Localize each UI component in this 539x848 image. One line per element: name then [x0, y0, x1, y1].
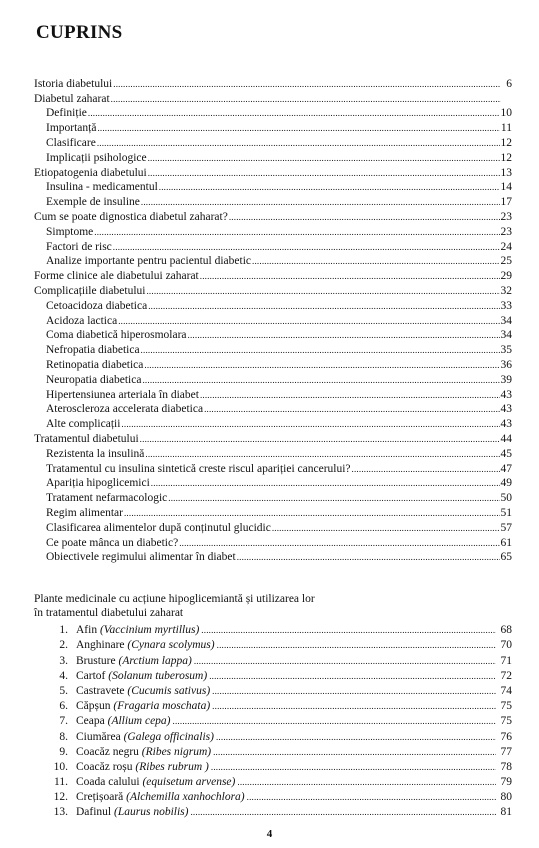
dot-leader	[141, 346, 500, 355]
toc-entry-title: Coma diabetică hiperosmolara	[46, 329, 187, 342]
toc-entry-page: 43	[500, 388, 512, 401]
toc-entry-title: Exemple de insuline	[46, 196, 140, 209]
plant-page: 75	[500, 700, 512, 713]
toc-entry-page: 24	[500, 240, 512, 253]
toc-entry	[34, 490, 512, 505]
dot-leader	[159, 183, 500, 192]
plant-title	[76, 791, 245, 804]
plant-title	[76, 685, 210, 698]
dot-leader	[352, 465, 500, 474]
toc-entry-page: 25	[500, 255, 512, 268]
toc-entry-title: Alte complicații	[46, 418, 121, 431]
plant-latin-name: (Ribes rubrum )	[135, 760, 209, 773]
toc-entry-title: Factori de risc	[46, 240, 112, 253]
plant-name: Ceapa	[76, 715, 105, 728]
plant-number: 2.	[59, 639, 68, 652]
toc-entry-title: Istoria diabetului	[34, 77, 113, 90]
dot-leader	[190, 808, 496, 817]
toc-entry-title: Etiopatogenia diabetului	[34, 166, 147, 179]
toc-entry-page: 23	[500, 210, 512, 223]
plant-page: 70	[500, 639, 512, 652]
dot-leader	[247, 793, 496, 802]
plants-section-title	[34, 592, 512, 620]
page-title: CUPRINS	[36, 22, 123, 43]
toc-entry-title: Regim alimentar	[46, 506, 123, 519]
plant-number: 5.	[59, 684, 68, 697]
plant-number: 3.	[59, 654, 68, 667]
dot-leader	[211, 763, 496, 772]
dot-leader	[121, 420, 499, 429]
toc-entry	[34, 387, 512, 402]
plant-number: 1.	[59, 624, 68, 637]
dot-leader	[113, 80, 501, 89]
toc-entry-title: Simptome	[46, 225, 94, 238]
toc-entry	[34, 254, 512, 269]
dot-leader	[94, 228, 499, 237]
dot-leader	[141, 198, 500, 207]
toc-entry	[34, 476, 512, 491]
plant-page: 81	[500, 806, 512, 819]
toc-entry-title: Forme clinice ale diabetului zaharat	[34, 270, 199, 283]
toc-entry-title: Insulina - medicamentul	[46, 181, 158, 194]
toc-entry-page: 12	[500, 151, 512, 164]
plant-latin-name: (Cynara scolymus)	[127, 639, 215, 652]
dot-leader	[213, 748, 496, 757]
toc-entry-title: Analize importante pentru pacientul diabetic	[46, 255, 252, 268]
plant-entry	[34, 759, 512, 774]
toc-entry-page: 34	[500, 329, 512, 342]
toc-entry	[34, 76, 512, 91]
plant-latin-name: (Cucumis sativus)	[127, 684, 211, 697]
table-of-contents	[34, 76, 512, 564]
plants-list	[34, 622, 512, 819]
dot-leader	[229, 213, 500, 222]
plant-title	[76, 624, 199, 637]
toc-entry-page: 33	[500, 299, 512, 312]
toc-entry	[34, 313, 512, 328]
plant-name: Afin	[76, 624, 98, 637]
plants-title-line-2: în tratamentul diabetului zaharat	[34, 607, 184, 619]
plants-section	[34, 592, 512, 819]
dot-leader	[151, 479, 500, 488]
toc-entry-title: Ce poate mânca un diabetic?	[46, 536, 179, 549]
dot-leader	[148, 154, 500, 163]
plant-name: Căpșun	[76, 700, 111, 713]
toc-entry-page: 14	[500, 181, 512, 194]
plant-page: 75	[500, 715, 512, 728]
plant-latin-name: (Ribes nigrum)	[141, 745, 212, 758]
toc-entry-page: 39	[500, 373, 512, 386]
plant-title	[76, 639, 215, 652]
plant-latin-name: (Laurus nobilis)	[114, 806, 189, 819]
plant-page: 79	[500, 776, 512, 789]
toc-entry	[34, 120, 512, 135]
plant-title	[76, 655, 192, 668]
plant-name: Crețișoară	[76, 791, 124, 804]
dot-leader	[142, 376, 499, 385]
toc-entry	[34, 194, 512, 209]
toc-entry-title: Implicații psihologice	[46, 151, 147, 164]
toc-entry-page: 6	[506, 77, 512, 90]
dot-leader	[237, 778, 496, 787]
dot-leader	[252, 257, 499, 266]
plant-number: 6.	[59, 700, 68, 713]
plant-latin-name: (Alchemilla xanhochlora)	[126, 791, 245, 804]
toc-entry	[34, 431, 512, 446]
dot-leader	[148, 302, 499, 311]
plant-entry	[34, 774, 512, 789]
plant-title	[76, 715, 171, 728]
plant-title	[76, 700, 210, 713]
toc-entry-title: Retinopatia diabetica	[46, 358, 144, 371]
plant-name: Coada calului	[76, 776, 140, 789]
plant-page: 72	[500, 669, 512, 682]
plant-title	[76, 761, 209, 774]
toc-entry	[34, 165, 512, 180]
plant-title	[76, 776, 235, 789]
toc-entry-title: Clasificare	[46, 136, 96, 149]
toc-entry	[34, 224, 512, 239]
plant-page: 80	[500, 791, 512, 804]
toc-entry-title: Apariția hipoglicemici	[46, 477, 150, 490]
plant-page: 78	[500, 760, 512, 773]
toc-entry-page: 44	[500, 432, 512, 445]
dot-leader	[237, 553, 500, 562]
toc-entry-page: 17	[500, 196, 512, 209]
toc-entry-page: 49	[500, 477, 512, 490]
plant-latin-name: (Solanum tuberosum)	[108, 669, 208, 682]
toc-entry	[34, 520, 512, 535]
toc-entry	[34, 106, 512, 121]
toc-entry	[34, 402, 512, 417]
plant-number: 4.	[59, 669, 68, 682]
plant-entry	[34, 683, 512, 698]
toc-entry	[34, 505, 512, 520]
dot-leader	[111, 95, 501, 104]
toc-entry-page: 47	[500, 462, 512, 475]
dot-leader	[146, 287, 499, 296]
dot-leader	[140, 435, 500, 444]
plant-name: Coacăz negru	[76, 745, 139, 758]
dot-leader	[97, 139, 500, 148]
toc-entry-title: Obiectivele regimului alimentar în diabet	[46, 551, 236, 564]
dot-leader	[209, 672, 496, 681]
toc-entry-page: 12	[500, 136, 512, 149]
dot-leader	[194, 657, 496, 666]
toc-entry	[34, 283, 512, 298]
toc-entry-page: 45	[500, 447, 512, 460]
toc-entry-page: 11	[500, 122, 512, 135]
toc-entry-title: Tratamentul cu insulina sintetică creste riscul apariției cancerului?	[46, 462, 351, 475]
plant-entry	[34, 622, 512, 637]
plant-number: 10.	[53, 760, 68, 773]
toc-entry	[34, 461, 512, 476]
toc-entry-title: Acidoza lactica	[46, 314, 118, 327]
toc-entry-page: 57	[500, 521, 512, 534]
dot-leader	[179, 539, 499, 548]
dot-leader	[272, 524, 500, 533]
plant-name: Castravete	[76, 684, 125, 697]
dot-leader	[217, 641, 496, 650]
plant-entry	[34, 728, 512, 743]
toc-entry-title: Neuropatia diabetica	[46, 373, 142, 386]
dot-leader	[168, 494, 499, 503]
toc-entry-page: 36	[500, 358, 512, 371]
toc-entry	[34, 298, 512, 313]
plant-page: 68	[500, 624, 512, 637]
dot-leader	[88, 109, 500, 118]
plant-entry	[34, 789, 512, 804]
plant-number: 7.	[59, 715, 68, 728]
dot-leader	[144, 361, 499, 370]
plant-name: Brusture	[76, 654, 116, 667]
toc-entry-page: 13	[500, 166, 512, 179]
toc-entry-page: 35	[500, 344, 512, 357]
dot-leader	[113, 243, 500, 252]
toc-entry-page: 61	[500, 536, 512, 549]
toc-entry-title: Cetoacidoza diabetica	[46, 299, 148, 312]
plant-page: 74	[500, 684, 512, 697]
toc-entry	[34, 239, 512, 254]
plant-latin-name: (Galega officinalis)	[123, 730, 214, 743]
toc-entry	[34, 446, 512, 461]
toc-entry-title: Tratamentul diabetului	[34, 432, 139, 445]
plant-latin-name: (Vaccinium myrtillus)	[99, 624, 200, 637]
dot-leader	[124, 509, 500, 518]
toc-entry-title: Diabetul zaharat	[34, 92, 110, 105]
dot-leader	[145, 450, 499, 459]
plant-entry	[34, 698, 512, 713]
dot-leader	[204, 405, 499, 414]
toc-entry	[34, 342, 512, 357]
plant-name: Anghinare	[76, 639, 125, 652]
plant-number: 12.	[53, 791, 68, 804]
plant-entry	[34, 668, 512, 683]
plant-latin-name: (Arctium lappa)	[118, 654, 192, 667]
toc-entry	[34, 535, 512, 550]
toc-entry-title: Tratament nefarmacologic	[46, 492, 168, 505]
toc-entry-title: Definiție	[46, 107, 87, 120]
toc-entry-title: Rezistenta la insulină	[46, 447, 145, 460]
toc-entry	[34, 209, 512, 224]
toc-entry-title: Hipertensiunea arteriala în diabet	[46, 388, 199, 401]
toc-entry-title: Importanță	[46, 122, 97, 135]
dot-leader	[118, 317, 499, 326]
toc-entry-page: 50	[500, 492, 512, 505]
toc-entry	[34, 135, 512, 150]
toc-entry-page: 10	[500, 107, 512, 120]
plant-entry	[34, 652, 512, 667]
plant-number: 13.	[53, 806, 68, 819]
dot-leader	[173, 717, 496, 726]
toc-entry-title: Nefropatia diabetica	[46, 344, 140, 357]
toc-entry	[34, 550, 512, 565]
plant-page: 77	[500, 745, 512, 758]
toc-entry-page: 29	[500, 270, 512, 283]
plant-number: 8.	[59, 730, 68, 743]
dot-leader	[216, 733, 496, 742]
plant-number: 11.	[54, 776, 68, 789]
dot-leader	[148, 169, 500, 178]
plant-entry	[34, 637, 512, 652]
plant-number: 9.	[59, 745, 68, 758]
plant-name: Dafinul	[76, 806, 112, 819]
plant-name: Cartof	[76, 669, 106, 682]
dot-leader	[97, 124, 499, 133]
plant-latin-name: (Fragaria moschata)	[113, 700, 211, 713]
plant-title	[76, 746, 211, 759]
toc-entry-title: Complicațiile diabetului	[34, 284, 146, 297]
toc-entry-title: Ateroscleroza accelerata diabetica	[46, 403, 204, 416]
dot-leader	[188, 331, 500, 340]
toc-entry	[34, 328, 512, 343]
toc-entry	[34, 357, 512, 372]
toc-entry	[34, 180, 512, 195]
plant-entry	[34, 744, 512, 759]
toc-entry-page: 34	[500, 314, 512, 327]
toc-entry-page: 43	[500, 403, 512, 416]
plant-latin-name: (Allium cepa)	[107, 715, 171, 728]
dot-leader	[212, 687, 496, 696]
plant-entry	[34, 804, 512, 819]
toc-entry-title: Clasificarea alimentelor după conținutul glucidic	[46, 521, 271, 534]
plant-latin-name: (equisetum arvense)	[142, 776, 236, 789]
dot-leader	[201, 626, 496, 635]
toc-entry	[34, 91, 512, 106]
dot-leader	[212, 702, 496, 711]
plants-title-line-1: Plante medicinale cu acțiune hipoglicemiantă și utilizarea lor	[34, 593, 315, 605]
plant-name: Coacăz roșu	[76, 760, 133, 773]
dot-leader	[200, 272, 500, 281]
page-number: 4	[266, 828, 273, 840]
plant-name: Ciumărea	[76, 730, 121, 743]
plant-page: 76	[500, 730, 512, 743]
toc-entry	[34, 268, 512, 283]
plant-title	[76, 670, 207, 683]
toc-entry	[34, 372, 512, 387]
plant-page: 71	[500, 654, 512, 667]
toc-entry-title: Cum se poate dignostica diabetul zaharat?	[34, 210, 228, 223]
toc-entry	[34, 416, 512, 431]
toc-entry-page: 51	[500, 506, 512, 519]
toc-entry	[34, 150, 512, 165]
plant-title	[76, 806, 188, 819]
dot-leader	[200, 391, 500, 400]
toc-entry-page: 23	[500, 225, 512, 238]
plant-entry	[34, 713, 512, 728]
toc-entry-page: 32	[500, 284, 512, 297]
toc-entry-page: 43	[500, 418, 512, 431]
toc-entry-page: 65	[500, 551, 512, 564]
plant-title	[76, 731, 214, 744]
